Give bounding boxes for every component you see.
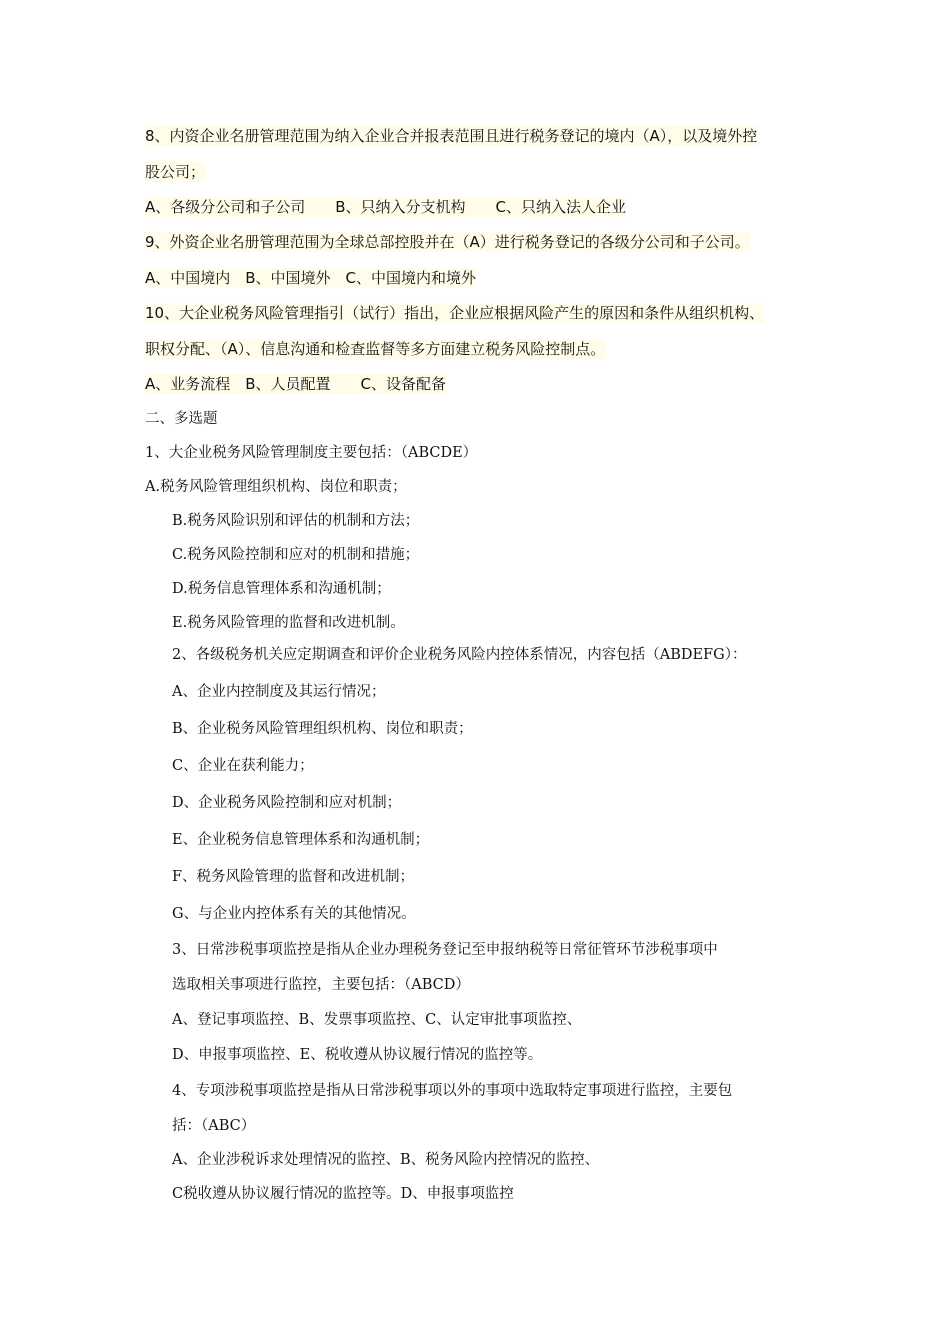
q10-text-line1: 10、大企业税务风险管理指引（试行）指出，企业应根据风险产生的原因和条件从组织机构、 [145, 304, 765, 322]
mq3-text-line1: 3、日常涉税事项监控是指从企业办理税务登记至申报纳税等日常征管环节涉税事项中 [172, 942, 718, 958]
mq4-text-line1: 4、专项涉税事项监控是指从日常涉税事项以外的事项中选取特定事项进行监控，主要包 [172, 1083, 733, 1099]
mq2-option-g: G、与企业内控体系有关的其他情况。 [172, 906, 416, 922]
mq1-option-c: C.税务风险控制和应对的机制和措施； [172, 547, 420, 563]
mq2-option-f: F、税务风险管理的监督和改进机制； [172, 869, 415, 885]
mq3-options-line1: A、登记事项监控、B、发票事项监控、C、认定审批事项监控、 [172, 1012, 582, 1028]
mq2-option-a: A、企业内控制度及其运行情况； [172, 684, 386, 700]
mq3-text-line2: 选取相关事项进行监控，主要包括：（ABCD） [172, 977, 470, 993]
q10-options: A、业务流程 B、人员配置 C、设备配备 [145, 375, 447, 393]
q9-text: 9、外资企业名册管理范围为全球总部控股并在（A）进行税务登记的各级分公司和子公司。 [145, 233, 750, 251]
mq4-options-line2: C税收遵从协议履行情况的监控等。D、申报事项监控 [172, 1186, 514, 1202]
mq1-text: 1、大企业税务风险管理制度主要包括：（ABCDE） [145, 445, 478, 461]
q10-text-line2: 职权分配、（A）、信息沟通和检查监督等多方面建立税务风险控制点。 [145, 340, 606, 358]
mq2-option-b: B、企业税务风险管理组织机构、岗位和职责； [172, 721, 473, 737]
q8-options: A、各级分公司和子公司 B、只纳入分支机构 C、只纳入法人企业 [145, 198, 627, 216]
mq1-option-e: E.税务风险管理的监督和改进机制。 [172, 615, 405, 631]
mq1-option-a: A.税务风险管理组织机构、岗位和职责； [145, 479, 407, 495]
mq3-options-line2: D、申报事项监控、E、税收遵从协议履行情况的监控等。 [172, 1047, 543, 1063]
mq4-text-line2: 括：（ABC） [172, 1118, 256, 1134]
mq1-option-b: B.税务风险识别和评估的机制和方法； [172, 513, 420, 529]
mq4-options-line1: A、企业涉税诉求处理情况的监控、B、税务风险内控情况的监控、 [172, 1152, 600, 1168]
q8-text-line1: 8、内资企业名册管理范围为纳入企业合并报表范围且进行税务登记的境内（A），以及境外控 [145, 127, 758, 145]
mq2-option-c: C、企业在获利能力； [172, 758, 314, 774]
mq2-option-d: D、企业税务风险控制和应对机制； [172, 795, 402, 811]
mq1-option-d: D.税务信息管理体系和沟通机制； [172, 581, 391, 597]
mq2-option-e: E、企业税务信息管理体系和沟通机制； [172, 832, 430, 848]
section-heading-multiple-choice: 二、多选题 [145, 411, 218, 427]
q9-options: A、中国境内 B、中国境外 C、中国境内和境外 [145, 269, 477, 287]
q8-text-line2: 股公司； [145, 163, 206, 181]
mq2-text: 2、各级税务机关应定期调查和评价企业税务风险内控体系情况，内容包括（ABDEFG）： [172, 647, 747, 663]
